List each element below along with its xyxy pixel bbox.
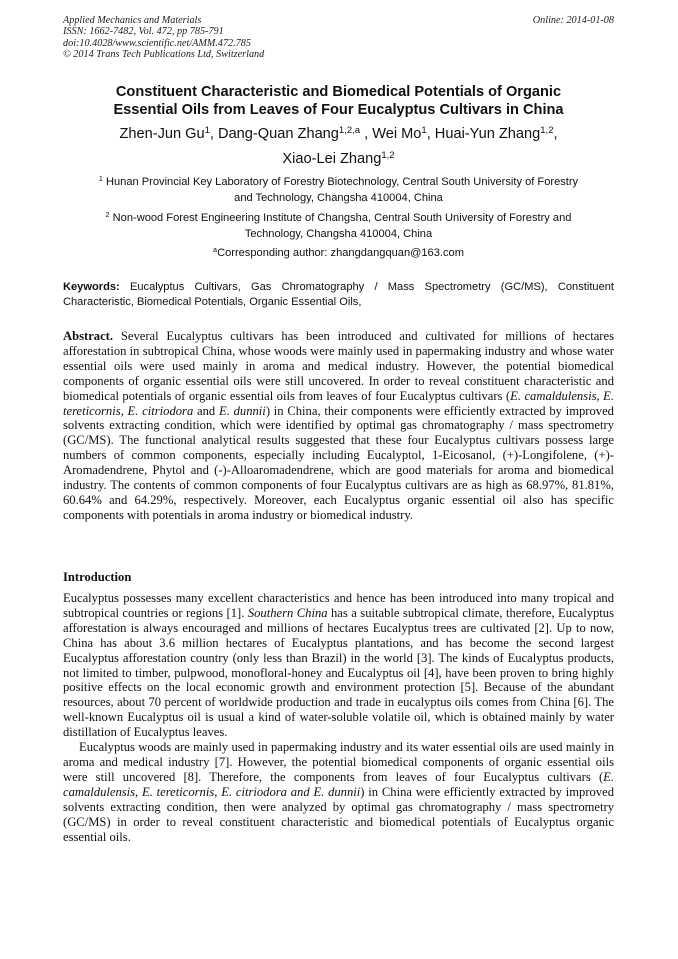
species-name: E. camaldulensis xyxy=(510,388,597,403)
author-affiliation-mark: 1,2 xyxy=(540,124,554,136)
paragraph-text: has a suitable subtropical climate, therefore, Eucalyptus afforestation is always encouraged and millions of hectares Eucalyptus trees are cultivated [2]. Up to now, China has about 3.6 million hectares of Eucalyptus plantations, and has become the second largest Eucalyptus afforestation country (only less than Brazil) in the world [3]. The kinds of Eucalyptus products, not limited to timber, pulpwood, monofloral-honey and Eucalyptus oil [4], have been proven to bring highly positive effects on the local economic growth and environment protection [5]. Because of the abundant resources, about 70 percent of worldwide production and trade in eucalyptus oils comes from China [6]. The well-known Eucalyptus oil is usual a kind of water-soluble volatile oil, which is obtained mainly by water distillation of Eucalyptus leaves. xyxy=(63,605,615,740)
author-name: Xiao-Lei Zhang xyxy=(282,150,382,167)
paper-title xyxy=(63,83,614,119)
title-line-2: Essential Oils from Leaves of Four Eucalyptus Cultivars in China xyxy=(113,102,564,118)
affiliation-mark: 1 xyxy=(98,174,103,184)
corresponding-author xyxy=(63,246,614,262)
author-affiliation-mark: 1 xyxy=(421,124,427,136)
author-name: Zhen-Jun Gu xyxy=(119,126,205,142)
affiliation-text: and Technology, Changsha 410004, China xyxy=(234,191,443,204)
abstract-text: ) in China, their components were efficiently extracted by improved solvents extracting condition, which were identified by optimal gas chromatography / mass spectrometry (GC/MS). The functional analytical results suggested that these four Eucalyptus cultivars possess large numbers of common components, especially including Eucalyptol, 1-Eicosanol, (+)-Longifolene, (+)-Aromadendrene, Phytol and (-)-Alloaromadendrene, which are good materials for aroma and biomedical industry. The contents of common components of four Eucalyptus cultivars are as high as 68.97%, 81.81%, 60.64% and 64.29%, respectively. Moreover, each Eucalyptus organic essential oil also has specific components with potentials in aroma industry or biomedical industry. xyxy=(63,403,614,522)
affiliation-text: Technology, Changsha 410004, China xyxy=(244,227,433,240)
author-name: Wei Mo xyxy=(372,126,422,142)
affiliation-text: Hunan Provincial Key Laboratory of Forestry Biotechnology, Central South University of Forestry xyxy=(106,176,579,188)
paragraph xyxy=(63,740,614,844)
species-name: E. dunnii xyxy=(219,403,266,418)
abstract-label: Abstract. xyxy=(63,329,114,343)
corresponding-mark: a xyxy=(213,245,218,255)
keywords-text: Eucalyptus Cultivars, Gas Chromatography / Mass Spectrometry (GC/MS), Constituent Characteristic, Biomedical Potentials, Organic Essential Oils, xyxy=(63,281,614,308)
paragraph-text: ) in China were efficiently extracted by improved solvents extracting condition, then were analyzed by optimal gas chromatography / mass spectrometry (GC/MS) in order to reveal constituent characteristic and biomedical potentials of Eucalyptus organic essential oils. xyxy=(63,784,614,844)
abstract xyxy=(63,329,614,523)
section-heading-introduction: Introduction xyxy=(63,570,132,584)
paragraph-text: Eucalyptus possesses many excellent characteristics and hence has been introduced into many tropical and subtropical countries or regions [1]. xyxy=(63,591,614,620)
author-affiliation-mark: 1,2 xyxy=(381,149,395,161)
abstract-separator: and xyxy=(193,403,219,418)
italic-term: Southern China xyxy=(247,605,328,620)
affiliation-text: Non-wood Forest Engineering Institute of Changsha, Central South University of Forestry and xyxy=(112,212,572,224)
author-affiliation-mark: 1,2,a xyxy=(338,124,361,136)
copyright-line: © 2014 Trans Tech Publications Ltd, Switzerland xyxy=(63,48,265,60)
affiliation-2 xyxy=(63,211,614,242)
paragraph xyxy=(63,591,614,740)
title-line-1: Constituent Characteristic and Biomedical Potentials of Organic xyxy=(115,84,562,100)
doi-line: doi:10.4028/www.scientific.net/AMM.472.785 xyxy=(63,37,251,49)
author-list: Zhen-Jun Gu$^1$, Dang-Quan Zhang$^{1,2,a}$ , Wei Mo$^1$, Huai-Yun Zhang$^{1,2}$, Xiao-Lei Zhang$^{1,2}$ xyxy=(119,124,558,167)
species-name: E. tereticornis xyxy=(63,388,614,418)
author-affiliation-mark: 1 xyxy=(204,124,210,136)
abstract-separator: , xyxy=(596,388,604,403)
keywords-label: Keywords: xyxy=(63,281,120,293)
issn-line: ISSN: 1662-7482, Vol. 472, pp 785-791 xyxy=(63,26,224,38)
introduction-body xyxy=(63,591,614,844)
journal-name: Applied Mechanics and Materials xyxy=(63,15,202,26)
paragraph-text: Eucalyptus woods are mainly used in papermaking industry and its water essential oils are used mainly in aroma and medical industry [7]. However, the potential biomedical components of organic essential oils were still uncovered [8]. Therefore, the components from leaves of four Eucalyptus cultivars ( xyxy=(63,740,614,784)
abstract-separator: , xyxy=(120,403,128,418)
journal-header xyxy=(63,15,614,60)
affiliation-1 xyxy=(63,175,614,206)
keywords xyxy=(63,280,614,310)
corresponding-text: Corresponding author: zhangdangquan@163.com xyxy=(217,247,464,259)
species-name: E. citriodora xyxy=(127,403,194,418)
author-name: Huai-Yun Zhang xyxy=(434,126,541,142)
italic-term: E. camaldulensis, E. tereticornis, E. citriodora and E. dunnii xyxy=(63,769,614,799)
abstract-text: Several Eucalyptus cultivars has been introduced and cultivated for millions of hectares afforestation in subtropical China, whose woods were mainly used in papermaking industry and whose water essential oils were used mainly in aroma and medical industry. However, the potential biomedical components of organic essential oils were still uncovered. In order to reveal constituent characteristic and biomedical potentials of organic essential oils from leaves of four Eucalyptus cultivars ( xyxy=(63,329,614,403)
author-name: Dang-Quan Zhang xyxy=(218,126,339,142)
affiliation-mark: 2 xyxy=(105,210,110,220)
online-date: Online: 2014-01-08 xyxy=(532,15,614,26)
